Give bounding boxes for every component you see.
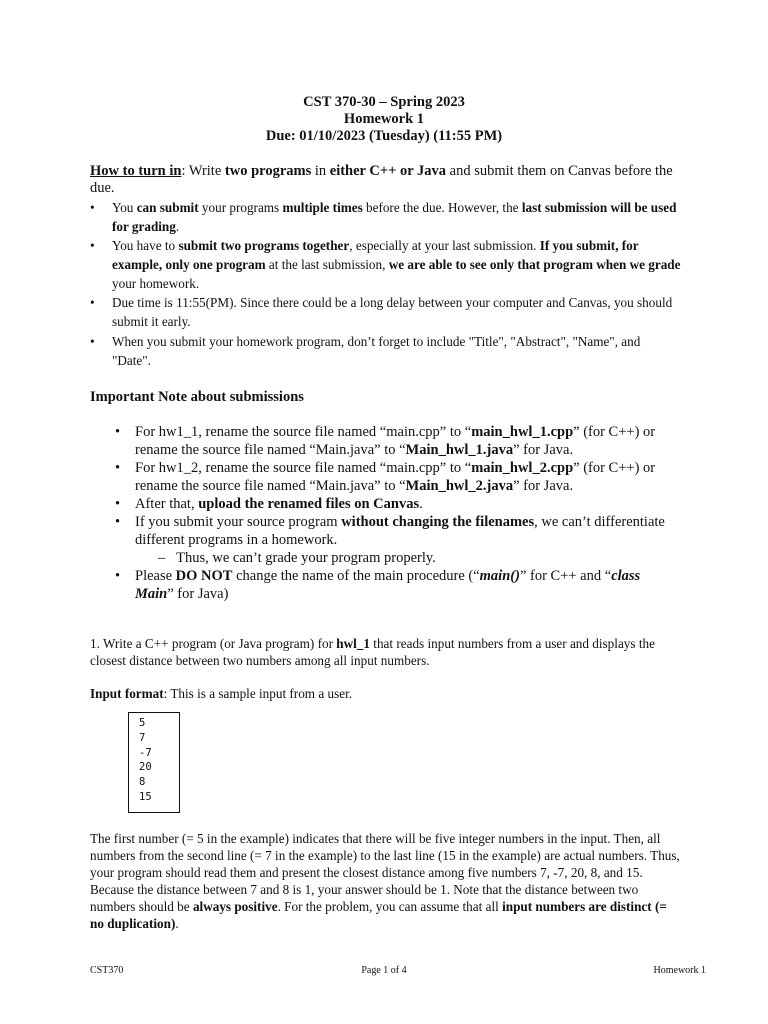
sample-line: 7 xyxy=(139,731,146,744)
bold-text-run: without changing the filenames xyxy=(341,514,535,530)
text-run: . xyxy=(175,219,180,234)
bullet-item: • Due time is 11:55(PM). Since there could be a long delay between your computer and Canvas, you should submit it early. xyxy=(90,293,682,331)
bold-text-run: always positive xyxy=(192,898,278,914)
text-run: ” for Java. xyxy=(513,477,574,494)
text-run: ” (for C++) or rename the source file named “Main.java” to “ xyxy=(135,424,656,458)
text-run: . For the problem, you can assume that all xyxy=(277,898,503,914)
bullet-text xyxy=(112,332,682,370)
sample-line: -7 xyxy=(139,746,152,759)
text-run: before the due. However, the xyxy=(362,200,522,215)
due-date: Due: 01/10/2023 (Tuesday) (11:55 PM) xyxy=(265,128,503,144)
text-run: If you submit your source program xyxy=(135,514,342,530)
bold-text-run: upload the renamed files on Canvas xyxy=(198,496,420,512)
bold-text-run: If you submit, for example, only one program xyxy=(112,238,639,272)
bold-text-run: submit two programs together xyxy=(178,238,350,253)
text-run: , we can’t differentiate different programs in a homework. xyxy=(135,514,665,548)
note-item: • For hw1_2, rename the source file named “main.cpp” to “main_hwl_2.cpp” (for C++) or rename the source file named “Main.java” to “Main_hwl_2.java” for Java. xyxy=(115,460,675,496)
footer-left: CST370 xyxy=(90,965,124,976)
input-format-label: Input format xyxy=(90,686,164,701)
bold-text-run: input numbers are distinct (= no duplication) xyxy=(90,898,667,931)
turn-in-colon: : Write xyxy=(181,163,225,179)
sub-item-text: Thus, we can’t grade your program properly. xyxy=(176,550,436,566)
text-run: Please xyxy=(135,568,176,584)
note-text xyxy=(135,496,675,514)
bullet-text xyxy=(112,293,682,331)
text-run: For hw1_1, rename the source file named “main.cpp” to “ xyxy=(135,424,472,440)
sample-line: 8 xyxy=(139,776,146,789)
question-1 xyxy=(90,635,680,669)
turn-in-two-programs: two programs xyxy=(224,163,312,179)
text-run: ” for C++ and “ xyxy=(519,568,612,584)
text-run: , especially at your last submission. xyxy=(349,238,540,253)
note-item: • For hw1_1, rename the source file named “main.cpp” to “main_hwl_1.cpp” (for C++) or rename the source file named “Main.java” to “Main_hwl_1.java” for Java. xyxy=(115,424,675,460)
input-format-line xyxy=(90,685,352,702)
text-run: You xyxy=(112,200,137,215)
text-run: ” for Java. xyxy=(513,441,574,458)
sample-line: 20 xyxy=(139,761,152,774)
bold-text-run: hwl_1 xyxy=(336,636,370,651)
footer-right: Homework 1 xyxy=(653,965,706,976)
text-run: After that, xyxy=(135,496,199,512)
sample-input-box xyxy=(128,712,180,813)
note-sub-item xyxy=(158,550,436,567)
bold-text-run: multiple times xyxy=(282,200,363,215)
turn-in-languages: either C++ or Java xyxy=(329,163,447,179)
note-item: • Please DO NOT change the name of the main procedure (“main()” for C++ and “class Main” for Java) xyxy=(115,568,675,604)
bold-text-run: can submit xyxy=(136,200,199,215)
text-run: that reads input numbers from a user and displays the closest distance between two numbers among all input numbers. xyxy=(90,636,655,668)
text-run: your homework. xyxy=(112,276,200,291)
bold-text-run: main_hwl_2.cpp xyxy=(471,460,574,476)
bold-text-run: main_hwl_1.cpp xyxy=(471,424,574,440)
text-run: . xyxy=(175,915,179,931)
bullet-item: • When you submit your homework program, don’t forget to include "Title", "Abstract", "Name", and "Date". xyxy=(90,332,682,370)
note-text xyxy=(135,514,675,550)
note-text xyxy=(135,424,675,460)
turn-in-paragraph xyxy=(90,163,680,197)
text-run: 1. Write a C++ program (or Java program) for xyxy=(90,636,337,651)
text-run: ” (for C++) or rename the source file named “Main.java” to “ xyxy=(135,460,656,494)
text-run: . xyxy=(419,496,423,512)
text-run: your programs xyxy=(198,200,283,215)
document-header xyxy=(0,94,768,145)
bullet-text xyxy=(112,198,682,236)
bold-text-run: Main_hwl_2.java xyxy=(405,477,514,494)
note-text xyxy=(135,568,675,604)
bold-text-run: main() xyxy=(479,568,520,584)
bold-text-run: class Main xyxy=(135,568,641,602)
input-format-text: : This is a sample input from a user. xyxy=(163,686,353,701)
bullet-item: • You have to submit two programs together, especially at your last submission. If you submit, for example, only one program at the last submission, we are able to see only that program when we grade your homework. xyxy=(90,238,681,291)
sub-dash: – xyxy=(158,550,166,566)
assignment-title: Homework 1 xyxy=(343,111,425,127)
bold-text-run: last submission will be used for grading xyxy=(112,200,677,234)
turn-in-text-3: and submit them on Canvas before the due. xyxy=(90,163,673,196)
note-item: • After that, upload the renamed files on Canvas. xyxy=(115,496,675,514)
text-run: The first number (= 5 in the example) indicates that there will be five integer numbers in the input. Then, all numbers from the second line (= 7 in the example) to the last line (15 in the example) are actual numbers. Thus, your program should read them and present the closest distance among five numbers 7, -7, 20, 8, and 15. Because the distance between 7 and 8 is 1, your answer should be 1. Note that the distance between two numbers should be xyxy=(90,831,680,914)
note-item: • If you submit your source program without changing the filenames, we can’t differentiate different programs in a homework. xyxy=(115,514,675,550)
note-text xyxy=(135,460,675,496)
bold-text-run: we are able to see only that program when we grade xyxy=(388,257,681,272)
text-run: When you submit your homework program, don’t forget to include "Title", "Abstract", "Name", and "Date". xyxy=(112,334,641,368)
turn-in-text-2: in xyxy=(311,163,330,179)
bullet-item: • You can submit your programs multiple times before the due. However, the last submission will be used for grading. xyxy=(90,198,682,236)
text-run: Due time is 11:55(PM). Since there could be a long delay between your computer and Canvas, you should submit it early. xyxy=(112,295,673,329)
text-run: You have to xyxy=(112,238,179,253)
turn-in-label: How to turn in xyxy=(90,163,182,179)
text-run: change the name of the main procedure (“ xyxy=(232,568,480,584)
important-note-heading: Important Note about submissions xyxy=(90,389,304,405)
text-run: ” for Java) xyxy=(167,585,229,602)
bold-text-run: DO NOT xyxy=(175,568,233,584)
bold-text-run: Main_hwl_1.java xyxy=(405,441,514,458)
footer-page-number: Page 1 of 4 xyxy=(361,965,407,976)
bullet-text xyxy=(112,236,682,293)
sample-line: 5 xyxy=(139,717,146,729)
text-run: For hw1_2, rename the source file named “main.cpp” to “ xyxy=(135,460,472,476)
explanation-paragraph xyxy=(90,831,680,932)
course-title: CST 370-30 – Spring 2023 xyxy=(303,94,465,110)
sample-line: 15 xyxy=(139,790,152,803)
text-run: at the last submission, xyxy=(265,257,389,272)
